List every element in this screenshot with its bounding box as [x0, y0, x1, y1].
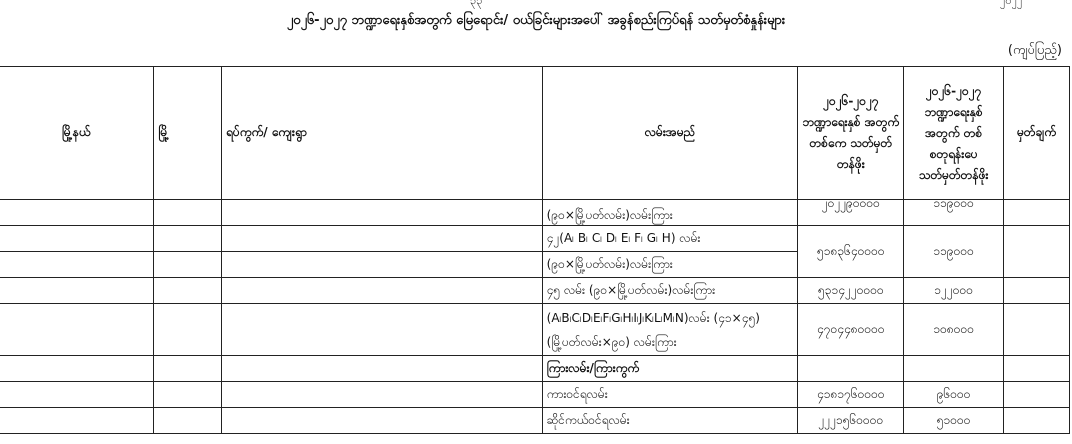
- cropped-header-fragment: [0, 0, 1072, 7]
- table-row: [0, 200, 1070, 226]
- cell-town: [154, 252, 222, 278]
- cell-rate: ၁၁၉၀၀၀: [904, 226, 1004, 278]
- cell-township: [0, 382, 154, 408]
- cell-town: [154, 356, 222, 382]
- road-line: (A၊B၊C၊D၊E၊F၊G၊H၊I၊J၊K၊L၊M၊N)လမ်း (၄၁×၄၅): [546, 310, 760, 325]
- cell-rate: ၉၆၀၀၀: [904, 382, 1004, 408]
- cell-ward: [222, 226, 543, 252]
- valuation-table: [0, 66, 1070, 434]
- cell-price: ၄၇၀၄၄၈၀၀၀၀: [798, 304, 904, 356]
- cell-town: [154, 304, 222, 356]
- col-header-town: မြို့: [154, 67, 222, 200]
- fragment-text: ၃၃: [470, 0, 483, 7]
- cell-rate: ၅၁၀၀၀: [904, 408, 1004, 434]
- cell-township: [0, 278, 154, 304]
- cell-town: [154, 200, 222, 226]
- table-row: [0, 278, 1070, 304]
- cell-township: [0, 356, 154, 382]
- cell-township: [0, 226, 154, 252]
- cell-town: [154, 226, 222, 252]
- page-title: ၂၀၂၆-၂၀၂၇ ဘဏ္ဍာရေးနှစ်အတွက် မြေရောင်း/ ဝယ်ခြင်းများအပေါ် အခွန်စည်းကြပ်ရန် သတ်မှတ်စံနှုန်းများ: [286, 13, 786, 28]
- table-row: [0, 226, 1070, 252]
- cell-ward: [222, 252, 543, 278]
- header-row: [0, 67, 1070, 200]
- cell-rate: ၁၂၂၀၀၀: [904, 278, 1004, 304]
- cell-ward: [222, 278, 543, 304]
- cell-town: [154, 408, 222, 434]
- cell-price: ၅၃၁၄၂၂၀၀၀၀: [798, 278, 904, 304]
- cell-remarks: [1004, 278, 1070, 304]
- col-header-rate-per-sqft: ၂၀၂၆-၂၀၂၇ ဘဏ္ဍာရေးနှစ် အတွက် တစ်စတုရန်းပေ သတ်မှတ်တန်ဖိုး: [904, 67, 1004, 200]
- cell-remarks: [1004, 304, 1070, 356]
- cell-remarks: [1004, 356, 1070, 382]
- table-row: [0, 304, 1070, 356]
- section-heading: ကြားလမ်း/ကြားကွက်: [542, 356, 798, 382]
- cell-road: (၉၀×မြို့ပတ်လမ်း)လမ်းကြား: [542, 200, 798, 226]
- cell-road: ဆိုင်ကယ်ဝင်ရလမ်း: [542, 408, 798, 434]
- cell-ward: [222, 304, 543, 356]
- cell-remarks: [1004, 382, 1070, 408]
- cell-ward: [222, 356, 543, 382]
- cell-rate: ၁၁၉၀၀၀: [904, 200, 1004, 226]
- table-row: [0, 408, 1070, 434]
- fragment-text: ၂၀၂၂: [1000, 0, 1023, 7]
- cell-price: [798, 356, 904, 382]
- cell-ward: [222, 200, 543, 226]
- cell-ward: [222, 408, 543, 434]
- table-row: [0, 356, 1070, 382]
- cell-road: ကားဝင်ရလမ်း: [542, 382, 798, 408]
- cell-town: [154, 278, 222, 304]
- cell-rate: [904, 356, 1004, 382]
- cell-price: ၄၁၈၁၇၆၀၀၀၀: [798, 382, 904, 408]
- cell-price: ၅၁၈၃၆၄၀၀၀၀: [798, 226, 904, 278]
- table-row: [0, 382, 1070, 408]
- col-header-remarks: မှတ်ချက်: [1004, 67, 1070, 200]
- cell-remarks: [1004, 200, 1070, 226]
- cell-town: [154, 382, 222, 408]
- cell-price: ၂၂၂၁၅၆၀၀၀၀: [798, 408, 904, 434]
- cell-road: ၄၂(A၊ B၊ C၊ D၊ E၊ F၊ G၊ H) လမ်း: [542, 226, 798, 252]
- cell-road: [542, 304, 798, 356]
- cell-road: (၉၀×မြို့ပတ်လမ်း)လမ်းကြား: [542, 252, 798, 278]
- cell-remarks: [1004, 408, 1070, 434]
- cell-road: ၄၅ လမ်း (၉၀×မြို့ပတ်လမ်း)လမ်းကြား: [542, 278, 798, 304]
- col-header-ward-village: ရပ်ကွက်/ ကျေးရွာ: [222, 67, 543, 200]
- cell-township: [0, 304, 154, 356]
- road-line: (မြို့ပတ်လမ်း×၉၀) လမ်းကြား: [546, 334, 677, 349]
- cell-township: [0, 408, 154, 434]
- cell-ward: [222, 382, 543, 408]
- col-header-road-name: လမ်းအမည်: [542, 67, 798, 200]
- cell-remarks: [1004, 226, 1070, 278]
- cell-township: [0, 200, 154, 226]
- col-header-township: မြို့နယ်: [0, 67, 154, 200]
- cell-township: [0, 252, 154, 278]
- cell-price: ၂၀၂၂၉၀၀၀၀: [798, 200, 904, 226]
- col-header-price-per-unit: ၂၀၂၆-၂၀၂၇ ဘဏ္ဍာရေးနှစ် အတွက် တစ်ကေ သတ်မှတ်တန်ဖိုး: [798, 67, 904, 200]
- unit-label: (ကျပ်ပြည့်): [1007, 43, 1062, 58]
- cell-rate: ၁၀၈၀၀၀: [904, 304, 1004, 356]
